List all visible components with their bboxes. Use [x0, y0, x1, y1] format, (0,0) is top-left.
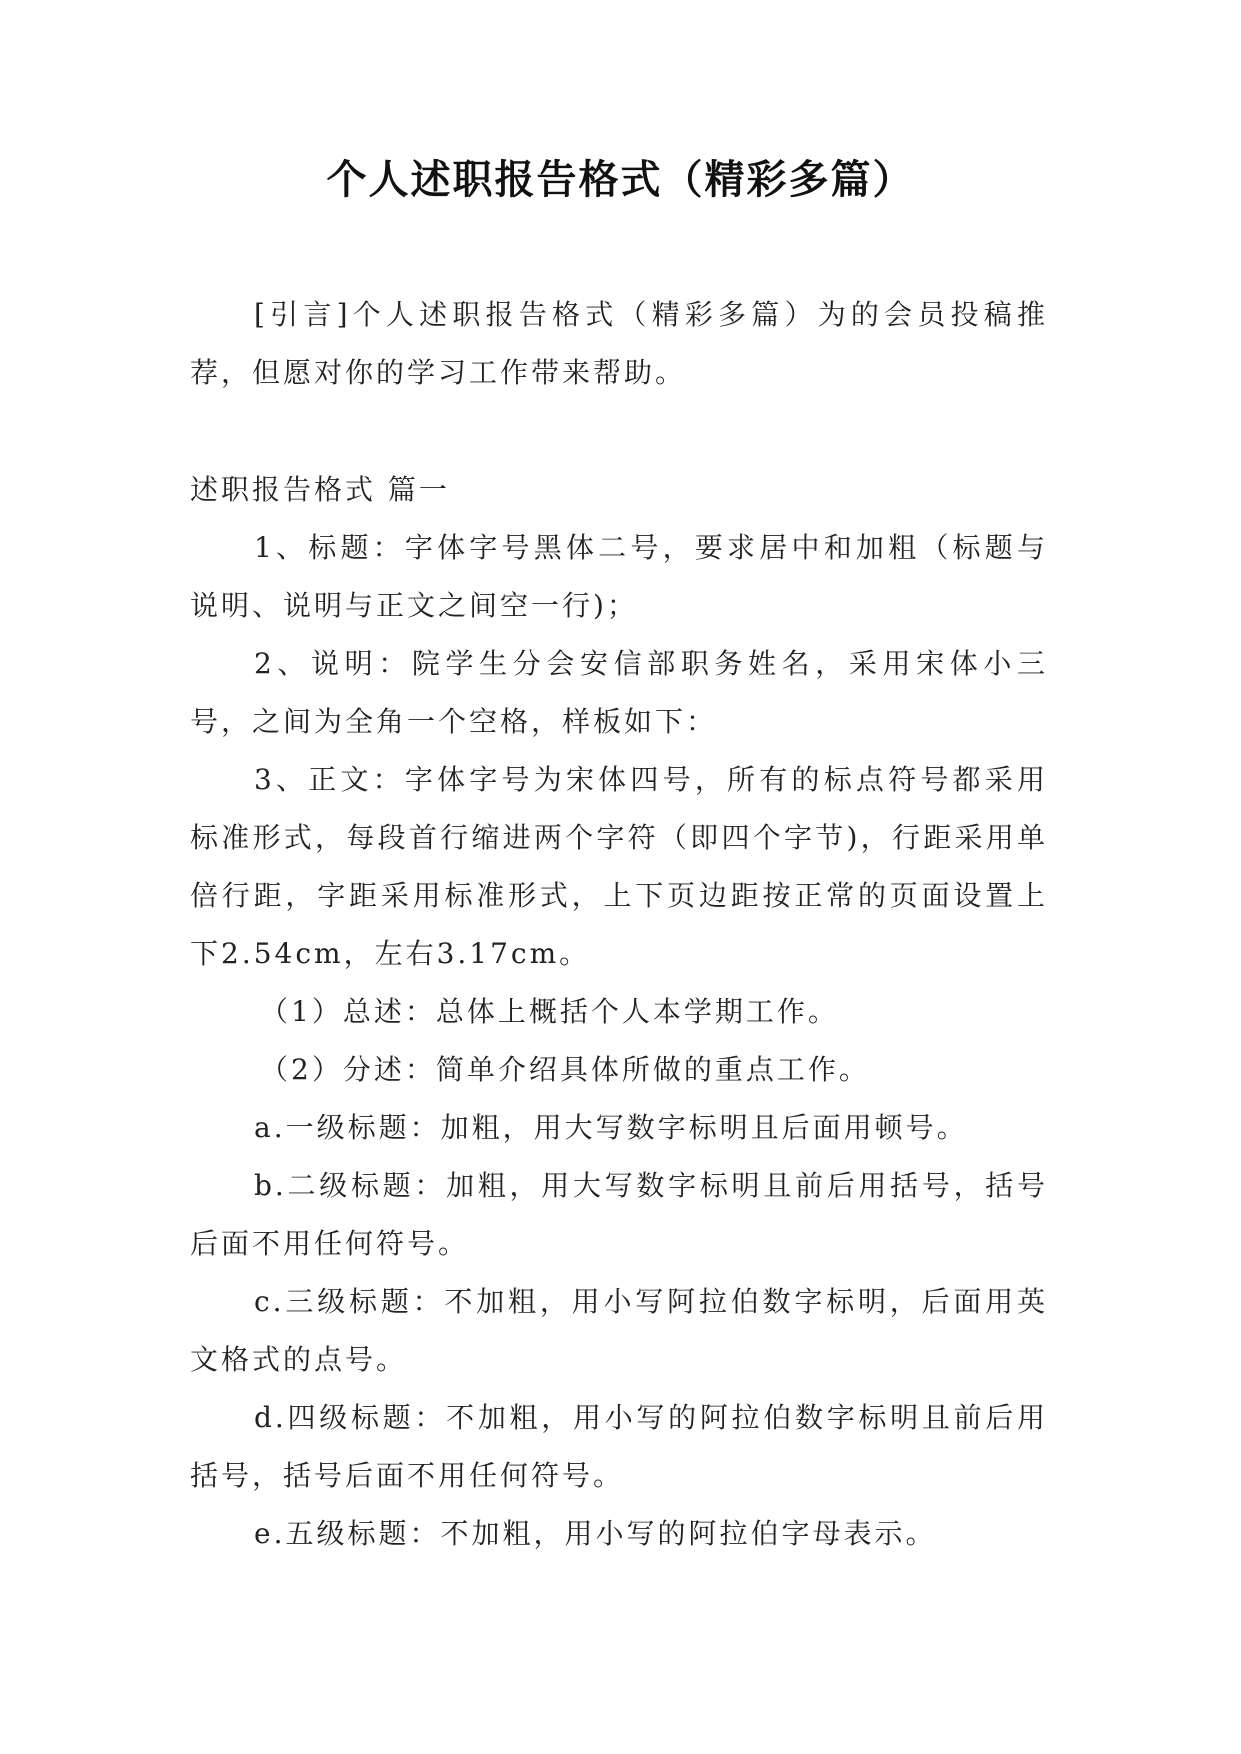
heading-level-3-rule: c.三级标题：不加粗，用小写阿拉伯数字标明，后面用英文格式的点号。 [190, 1285, 1048, 1376]
section-heading: 述职报告格式 篇一 [190, 473, 450, 506]
paragraph-summary: （1）总述：总体上概括个人本学期工作。 [260, 995, 839, 1028]
intro-paragraph: [引言]个人述职报告格式（精彩多篇）为的会员投稿推荐，但愿对你的学习工作带来帮助。 [190, 298, 1048, 389]
heading-level-5-rule: e.五级标题：不加粗，用小写的阿拉伯字母表示。 [254, 1517, 937, 1550]
heading-level-2-rule: b.二级标题：加粗，用大写数字标明且前后用括号，括号后面不用任何符号。 [190, 1169, 1048, 1260]
document-title: 个人述职报告格式（精彩多篇） [326, 157, 915, 203]
paragraph-details: （2）分述：简单介绍具体所做的重点工作。 [260, 1053, 870, 1086]
paragraph-body-rule: 3、正文：字体字号为宋体四号，所有的标点符号都采用标准形式，每段首行缩进两个字符（即四个字节)，行距采用单倍行距，字距采用标准形式，上下页边距按正常的页面设置上下2.54cm，左右3.17cm。 [190, 763, 1048, 970]
section-block [190, 461, 1048, 1563]
paragraph-description-rule: 2、说明：院学生分会安信部职务姓名，采用宋体小三号，之间为全角一个空格，样板如下： [190, 647, 1048, 738]
heading-level-1-rule: a.一级标题：加粗，用大写数字标明且后面用顿号。 [254, 1111, 968, 1144]
heading-level-4-rule: d.四级标题：不加粗，用小写的阿拉伯数字标明且前后用括号，括号后面不用任何符号。 [190, 1401, 1048, 1492]
paragraph-title-rule: 1、标题：字体字号黑体二号，要求居中和加粗（标题与说明、说明与正文之间空一行)； [190, 531, 1048, 622]
intro-block [190, 286, 1048, 402]
